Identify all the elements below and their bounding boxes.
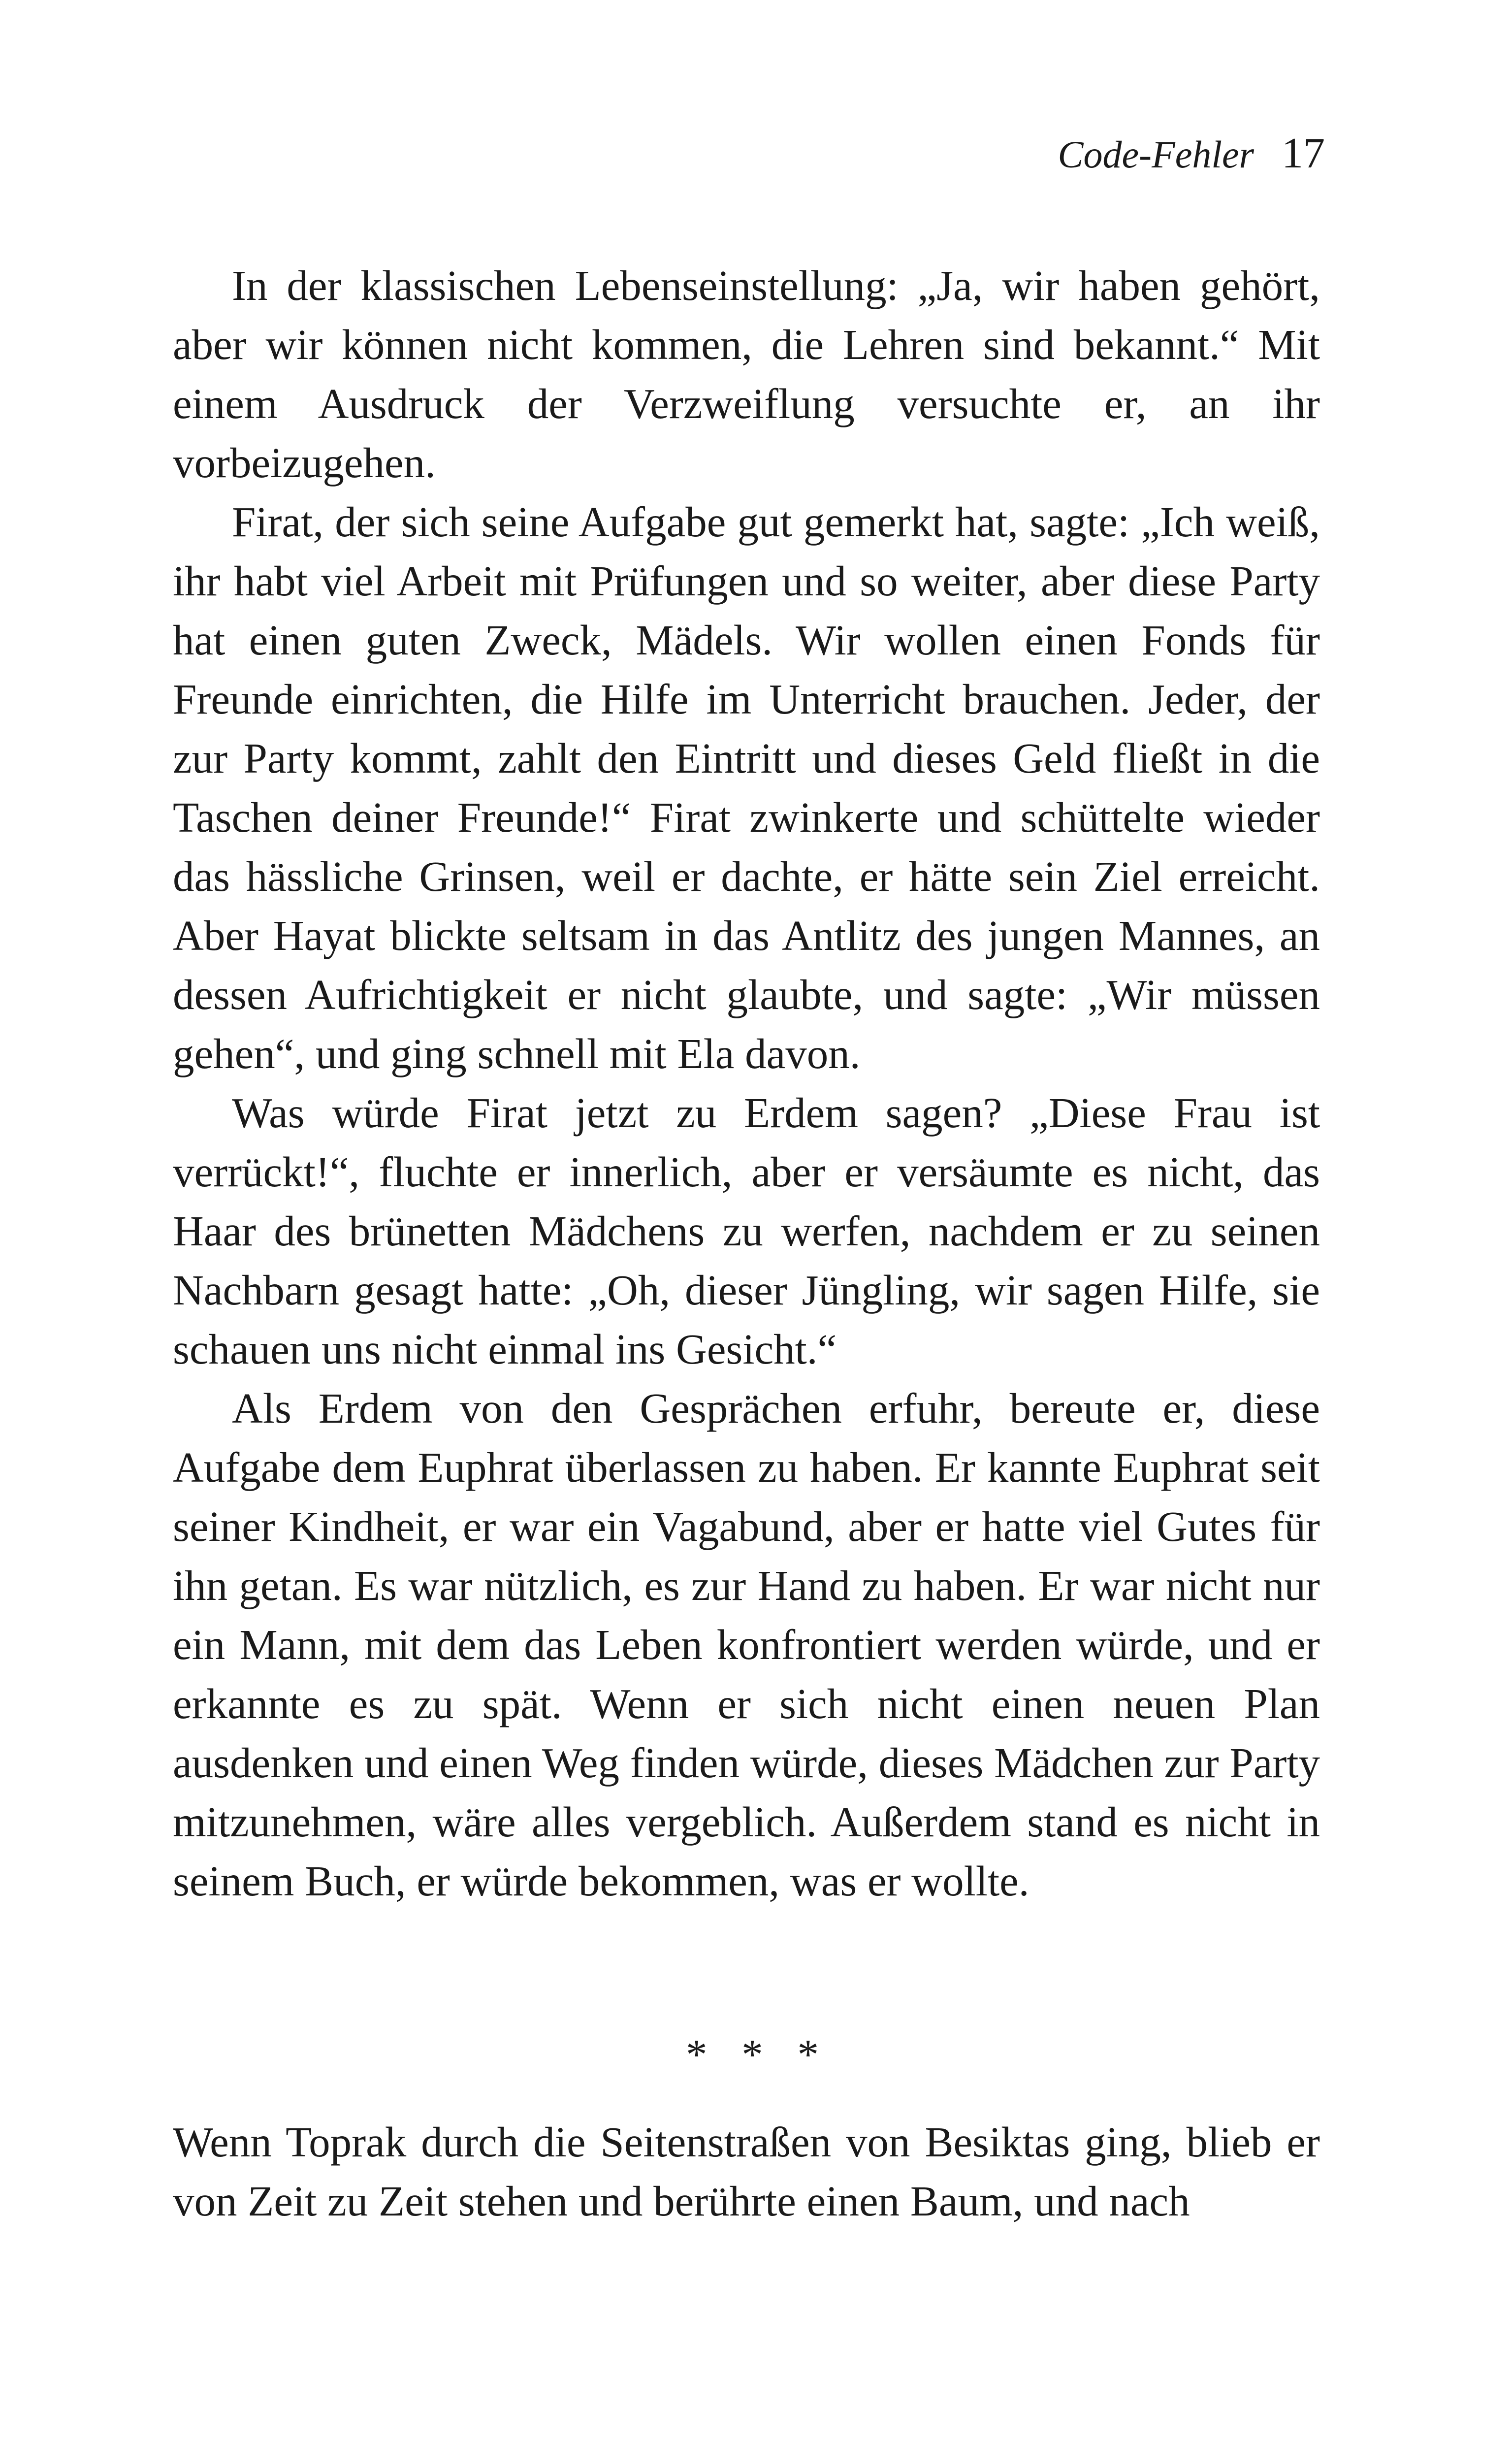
paragraph-after-break: Wenn Toprak durch die Seitenstraßen von Besiktas ging, blieb er von Zeit zu Zeit stehen und berührte einen Baum, und nach: [173, 2118, 1320, 2225]
running-head: [1058, 132, 1325, 175]
paragraph-2: Firat, der sich seine Aufgabe gut gemerkt hat, sagte: „Ich weiß, ihr habt viel Arbeit mit Prüfungen und so weiter, aber diese Party hat einen guten Zweck, Mädels. Wir wollen einen Fonds für Freunde einrichten, die Hilfe im Unterricht brauchen. Jeder, der zur Party kommt, zahlt den Eintritt und dieses Geld fließt in die Taschen deiner Freunde!“ Firat zwinkerte und schüttelte wieder das hässliche Grinsen, weil er dachte, er hätte sein Ziel erreicht. Aber Hayat blickte seltsam in das Antlitz des jungen Mannes, an dessen Aufrichtigkeit er nicht glaubte, und sagte: „Wir müssen gehen“, und ging schnell mit Ela davon.: [173, 498, 1320, 1077]
section-break: * * *: [686, 2030, 831, 2078]
running-title: Code-Fehler: [1058, 133, 1254, 176]
paragraph-1: In der klassischen Lebenseinstellung: „Ja, wir haben gehört, aber wir können nicht kommen, die Lehren sind bekannt.“ Mit einem Ausdruck der Verzweiflung versuchte er, an ihr vorbeizugehen.: [173, 261, 1320, 487]
paragraph-4: Als Erdem von den Gesprächen erfuhr, bereute er, diese Aufgabe dem Euphrat überlassen zu haben. Er kannte Euphrat seit seiner Kindheit, er war ein Vagabund, aber er hatte viel Gutes für ihn getan. Es war nützlich, es zur Hand zu haben. Er war nicht nur ein Mann, mit dem das Leben konfrontiert werden würde, und er erkannte es zu spät. Wenn er sich nicht einen neuen Plan ausdenken und einen Weg finden würde, dieses Mädchen zur Party mitzunehmen, wäre alles vergeblich. Außerdem stand es nicht in seinem Buch, er würde bekommen, was er wollte.: [173, 1384, 1320, 1905]
body-text: [173, 256, 1320, 1911]
page-number: 17: [1282, 130, 1325, 177]
paragraph-3: Was würde Firat jetzt zu Erdem sagen? „Diese Frau ist verrückt!“, fluchte er innerlich, aber er versäumte es nicht, das Haar des brünetten Mädchens zu werfen, nachdem er zu seinen Nachbarn gesagt hatte: „Oh, dieser Jüngling, wir sagen Hilfe, sie schauen uns nicht einmal ins Gesicht.“: [173, 1089, 1320, 1373]
body-text-continued: [173, 2113, 1320, 2231]
